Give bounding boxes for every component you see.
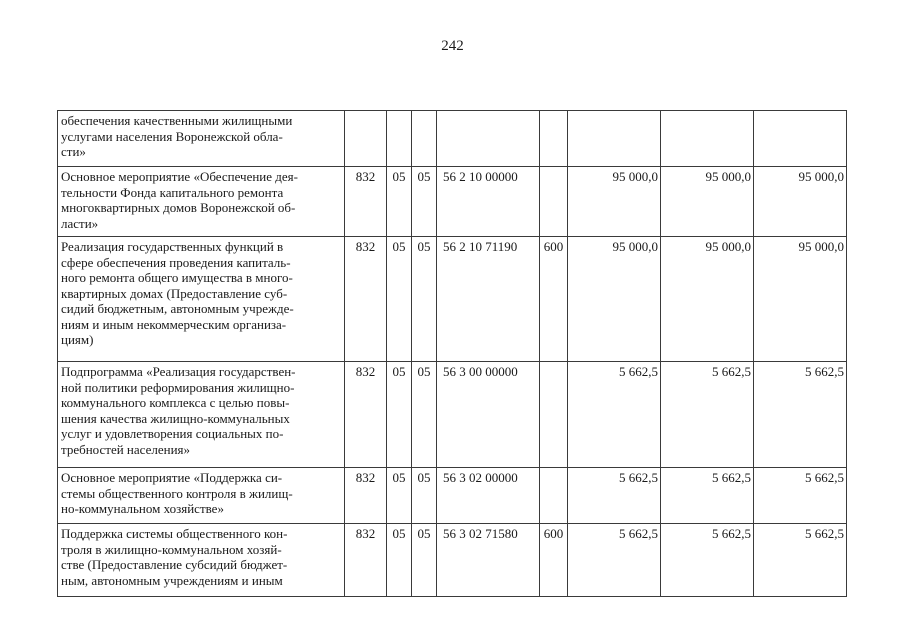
table-row xyxy=(58,111,847,167)
amount-year1-cell xyxy=(568,111,661,167)
grbs-cell: 832 xyxy=(345,468,387,524)
csr-cell: 56 2 10 71190 xyxy=(437,237,540,362)
amount-year2-cell: 5 662,5 xyxy=(661,468,754,524)
vr-cell xyxy=(540,362,568,468)
grbs-cell xyxy=(345,111,387,167)
vr-cell xyxy=(540,111,568,167)
vr-cell: 600 xyxy=(540,524,568,597)
row-name: Поддержка системы общественного кон- троля в жилищно-коммунальном хозяй- стве (Предоставление субсидий бюджет- ным, автономным учреждениям и иным xyxy=(61,526,288,588)
pr-cell: 05 xyxy=(412,237,437,362)
pr-cell: 05 xyxy=(412,468,437,524)
page-number: 242 xyxy=(441,38,464,54)
row-name-cell xyxy=(58,362,345,468)
grbs-cell: 832 xyxy=(345,237,387,362)
row-name-cell xyxy=(58,237,345,362)
pr-cell: 05 xyxy=(412,362,437,468)
rz-cell: 05 xyxy=(387,524,412,597)
row-name: Основное мероприятие «Поддержка си- стемы общественного контроля в жилищ- но-коммунальном хозяйстве» xyxy=(61,470,293,516)
table-row xyxy=(58,167,847,237)
amount-year1-cell: 95 000,0 xyxy=(568,237,661,362)
csr-cell: 56 3 02 00000 xyxy=(437,468,540,524)
row-name: Подпрограмма «Реализация государствен- ной политики реформирования жилищно- коммунального комплекса с целью повы- шения качества жилищно-коммунальных услуг и удовлетворения социальных по- требностей населения» xyxy=(61,364,296,457)
table-body xyxy=(58,111,847,597)
grbs-cell: 832 xyxy=(345,167,387,237)
table-row xyxy=(58,237,847,362)
pr-cell: 05 xyxy=(412,167,437,237)
amount-year2-cell: 95 000,0 xyxy=(661,237,754,362)
vr-cell xyxy=(540,468,568,524)
amount-year2-cell: 5 662,5 xyxy=(661,362,754,468)
rz-cell: 05 xyxy=(387,468,412,524)
amount-year1-cell: 5 662,5 xyxy=(568,524,661,597)
table-row xyxy=(58,362,847,468)
csr-cell xyxy=(437,111,540,167)
vr-cell xyxy=(540,167,568,237)
rz-cell: 05 xyxy=(387,362,412,468)
amount-year3-cell: 5 662,5 xyxy=(754,524,847,597)
rz-cell xyxy=(387,111,412,167)
csr-cell: 56 3 02 71580 xyxy=(437,524,540,597)
row-name-cell xyxy=(58,167,345,237)
amount-year1-cell: 5 662,5 xyxy=(568,468,661,524)
amount-year3-cell: 95 000,0 xyxy=(754,167,847,237)
rz-cell: 05 xyxy=(387,167,412,237)
amount-year1-cell: 95 000,0 xyxy=(568,167,661,237)
rz-cell: 05 xyxy=(387,237,412,362)
row-name: Реализация государственных функций в сфере обеспечения проведения капиталь- ного ремонта общего имущества в много- квартирных домах (Предоставление суб- сидий бюджетным, автономным учрежде- ниям и иным некоммерческим организа- циям) xyxy=(61,239,294,347)
row-name: Основное мероприятие «Обеспечение дея- тельности Фонда капитального ремонта многоквартирных домов Воронежской об- ласти» xyxy=(61,169,298,231)
pr-cell xyxy=(412,111,437,167)
row-name-cell xyxy=(58,111,345,167)
amount-year3-cell xyxy=(754,111,847,167)
amount-year3-cell: 5 662,5 xyxy=(754,468,847,524)
grbs-cell: 832 xyxy=(345,524,387,597)
row-name-cell xyxy=(58,468,345,524)
row-name: обеспечения качественными жилищными услугами населения Воронежской обла- сти» xyxy=(61,113,293,159)
pr-cell: 05 xyxy=(412,524,437,597)
row-name-cell xyxy=(58,524,345,597)
table-row xyxy=(58,524,847,597)
amount-year1-cell: 5 662,5 xyxy=(568,362,661,468)
vr-cell: 600 xyxy=(540,237,568,362)
amount-year2-cell: 95 000,0 xyxy=(661,167,754,237)
amount-year3-cell: 5 662,5 xyxy=(754,362,847,468)
table-row xyxy=(58,468,847,524)
csr-cell: 56 3 00 00000 xyxy=(437,362,540,468)
grbs-cell: 832 xyxy=(345,362,387,468)
csr-cell: 56 2 10 00000 xyxy=(437,167,540,237)
amount-year2-cell: 5 662,5 xyxy=(661,524,754,597)
budget-table xyxy=(57,110,847,597)
amount-year2-cell xyxy=(661,111,754,167)
amount-year3-cell: 95 000,0 xyxy=(754,237,847,362)
